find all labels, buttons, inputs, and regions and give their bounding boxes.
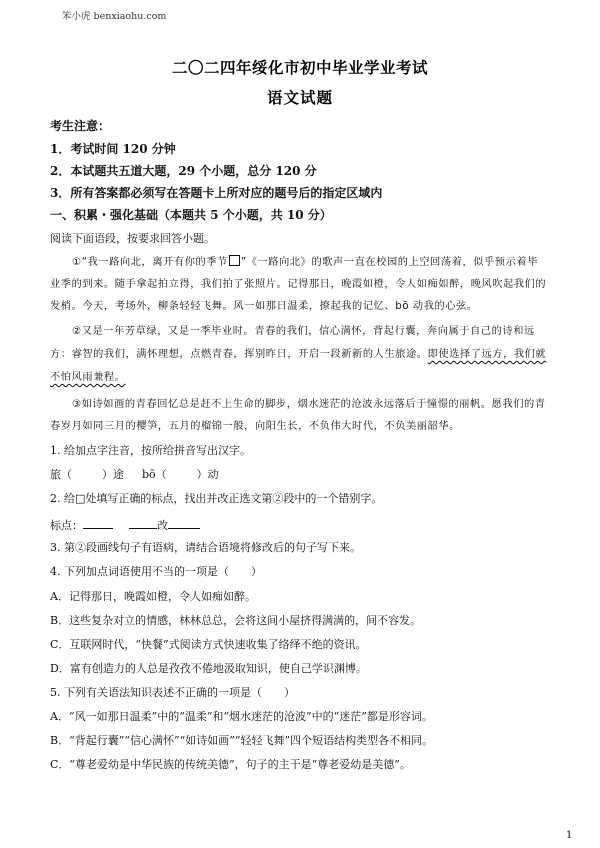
passage-line: ③如诗如画的青春回忆总是赶不上生命的脚步，烟水迷茫的沧波永远落后于憧憬的丽帆。愿我们的青 (72, 399, 546, 410)
option-b: B．这些复杂对立的情感，林林总总，会将这间小屋挤得满满的，间不容发。 (50, 614, 422, 627)
passage-line: 春岁月如同三月的樱笋，五月的榴锦一般，向阳生长，不负伟大时代，不负美丽韶华。 (50, 421, 460, 432)
question-1-stem: 1. 给加点字注音，按所给拼音写出汉字。 (50, 444, 251, 457)
option-c: C．互联网时代，“快餐”式阅读方式快速收集了络绎不绝的资讯。 (50, 638, 367, 651)
section-heading: 一、积累・强化基础（本题共 5 个小题，共 10 分） (50, 208, 332, 222)
question-1-answers: 旅（ ）途 bō（ ）动 (50, 468, 219, 481)
passage-line: ②又是一年芳草绿，又是一季毕业时。青春的我们，信心满怀，背起行囊，奔向属于自己的诗和远 (72, 326, 535, 337)
reading-intro: 阅读下面语段，按要求回答小题。 (50, 232, 215, 245)
notice-item: 2．本试题共五道大题，29 个小题，总分 120 分 (50, 164, 317, 178)
question-3-stem: 3. 第②段画线句子有语病，请结合语境将修改后的句子写下来。 (50, 541, 361, 554)
option-c: C．“尊老爱幼是中华民族的传统美德”，句子的主干是“尊老爱幼是美德”。 (50, 758, 411, 771)
question-4-stem: 4. 下列加点词语使用不当的一项是（ ） (50, 565, 262, 578)
passage-line: 业季的到来。随手拿起拍立得，我们拍了张照片。记得那日，晚霞如橙，令人如痴如醉，晚风吹起我们的 (50, 279, 547, 290)
passage-line: 方：睿智的我们，满怀理想，点燃青春，挥别昨日，开启一段新新的人生旅途。即使选择了远方，我们就 (50, 349, 547, 360)
passage-line: 发梢。今天，考场外，柳条轻轻飞舞。风一如那日温柔，撩起我的记忆、bō 动我的心弦。 (50, 301, 478, 312)
notice-item: 3．所有答案都必须写在答题卡上所对应的题号后的指定区域内 (50, 186, 383, 200)
notice-heading: 考生注意： (50, 119, 111, 133)
option-b: B．“背起行囊”“信心满怀”“如诗如画”“轻轻飞舞”四个短语结构类型各不相同。 (50, 734, 434, 747)
site-watermark: 笨小虎 benxiaohu.com (62, 11, 167, 22)
underlined-sentence: 不怕风雨兼程。 (50, 372, 126, 383)
exam-title: 二〇二四年绥化市初中毕业学业考试 (171, 58, 428, 77)
passage-line (50, 370, 550, 386)
question-5-stem: 5. 下列有关语法知识表述不正确的一项是（ ） (50, 686, 295, 699)
answer-blank[interactable] (168, 516, 200, 529)
answer-blank[interactable] (129, 516, 157, 529)
option-a: A．“风一如那日温柔”中的“温柔”和“烟水迷茫的沧波”中的“迷茫”都是形容词。 (50, 710, 433, 723)
question-2-stem: 2. 给□处填写正确的标点，找出并改正选文第②段中的一个错别字。 (50, 492, 383, 505)
question-2-answer: 标点： 改 (50, 516, 550, 534)
passage-line: ①“我一路向北，离开有你的季节 ”《一路向北》的歌声一直在校园的上空回荡着，似乎预示着毕 (72, 257, 538, 268)
option-a: A．记得那日，晚霞如橙，令人如痴如醉。 (50, 590, 256, 603)
page-number: 1 (566, 830, 573, 841)
blank-box (229, 255, 240, 266)
notice-item: 1．考试时间 120 分钟 (50, 142, 176, 156)
underlined-sentence: 即使选择了远方，我们就 (427, 349, 547, 360)
answer-blank[interactable] (83, 516, 113, 529)
exam-subtitle: 语文试题 (266, 88, 333, 107)
option-d: D．富有创造力的人总是孜孜不倦地汲取知识，使自己学识渊博。 (50, 662, 367, 675)
